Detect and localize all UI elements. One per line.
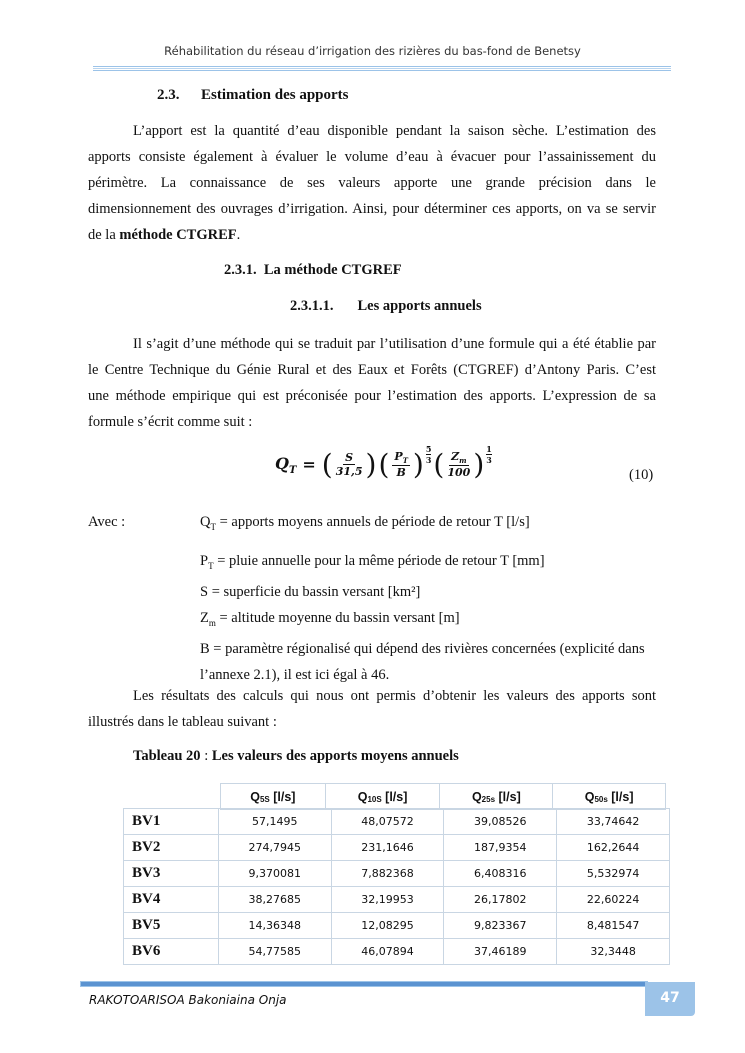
table-cell: 7,882368	[331, 861, 444, 887]
text-line: Les résultats des calculs qui nous ont permis d’obtenir les valeurs des apports sont	[133, 688, 656, 704]
table-cell: 274,7945	[218, 835, 331, 861]
fraction: $\frac{Z_m}{100}$	[447, 450, 471, 480]
formula: $Q_T$ = ( $\frac{S}{31,5}$ ) ( $\frac{P_T}{B}$ ) 5 3 ( $\frac{Z_m}{100}$ ) 1 3	[275, 444, 492, 481]
subsubsection-title: Les apports annuels	[357, 298, 482, 314]
row-label: BV1	[124, 809, 219, 835]
text-line: illustrés dans le tableau suivant :	[88, 714, 277, 730]
section-number: 2.3.	[157, 87, 180, 103]
section-title: Estimation des apports	[201, 87, 349, 103]
table-cell: 5,532974	[557, 861, 670, 887]
table-cell: 9,823367	[444, 913, 557, 939]
table-cell: 8,481547	[557, 913, 670, 939]
table-cell: 46,07894	[331, 939, 444, 965]
column-header: $Q_{5S}$ [l/s]	[221, 784, 326, 810]
table-cell: 54,77585	[218, 939, 331, 965]
table-cell: 38,27685	[218, 887, 331, 913]
table-row	[124, 809, 670, 835]
paragraph-3	[88, 683, 656, 735]
table-cell: 33,74642	[557, 809, 670, 835]
header-rule	[93, 68, 671, 69]
column-header: $Q_{10S}$ [l/s]	[325, 784, 440, 810]
table-cell: 14,36348	[218, 913, 331, 939]
paragraph-2	[88, 331, 656, 435]
table-cell: 22,60224	[557, 887, 670, 913]
fraction: $\frac{S}{31,5}$	[335, 451, 363, 479]
exponent: 1 3	[486, 444, 492, 465]
table-cell: 6,408316	[444, 861, 557, 887]
table-caption: Tableau 20 : Les valeurs des apports moyens annuels	[133, 748, 459, 764]
text-line: périmètre. La connaissance de ses valeurs apporte une grande précision dans le	[88, 175, 656, 191]
definition-item: S = superficie du bassin versant [km²]	[200, 583, 421, 600]
row-label: BV6	[124, 939, 219, 965]
text: .	[236, 227, 241, 243]
text-line	[88, 222, 656, 248]
table-row	[124, 913, 670, 939]
header-rule	[93, 66, 671, 67]
text-line: le Centre Technique du Génie Rural et des Eaux et Forêts (CTGREF) d’Antony Paris. C’est	[88, 362, 656, 378]
text-line: formule s’écrit comme suit :	[88, 414, 253, 430]
table-cell: 231,1646	[331, 835, 444, 861]
text-line: apports consiste également à évaluer le volume d’eau à évacuer pour l’assainissement du	[88, 149, 656, 165]
definitions-label: Avec :	[88, 514, 126, 530]
table-cell: 26,17802	[444, 887, 557, 913]
definition-item: $P_T$ = pluie annuelle pour la même période de retour T [mm]	[200, 552, 545, 571]
table-cell: 32,3448	[557, 939, 670, 965]
subsubsection-number: 2.3.1.1.	[290, 298, 334, 314]
definition-continuation: l’annexe 2.1), il est ici égal à 46.	[200, 666, 390, 683]
definition-item: $Z_m$ = altitude moyenne du bassin versant [m]	[200, 609, 460, 628]
subsubsection-heading	[290, 298, 482, 315]
table-cell: 37,46189	[444, 939, 557, 965]
row-label: BV3	[124, 861, 219, 887]
row-label: BV2	[124, 835, 219, 861]
text-line: L’apport est la quantité d’eau disponible pendant la saison sèche. L’estimation des	[133, 123, 656, 139]
table-cell: 48,07572	[331, 809, 444, 835]
table-cell: 162,2644	[557, 835, 670, 861]
table-cell: 39,08526	[444, 809, 557, 835]
definition-item: $Q_T$ = apports moyens annuels de période de retour T [l/s]	[200, 514, 530, 532]
table-cell: 57,1495	[218, 809, 331, 835]
subsection-title: La méthode CTGREF	[263, 262, 402, 278]
footer-rule	[80, 981, 648, 987]
row-label: BV4	[124, 887, 219, 913]
header-rule	[93, 70, 671, 71]
footer-author: RAKOTOARISOA Bakoniaina Onja	[89, 993, 287, 1007]
text-line: une méthode empirique qui est préconisée pour l’estimation des apports. L’expression de sa	[88, 388, 656, 404]
text: de la	[88, 227, 120, 243]
page-number: 47	[645, 982, 695, 1016]
data-table	[123, 808, 670, 965]
table-header	[220, 783, 666, 810]
table-cell: 12,08295	[331, 913, 444, 939]
paragraph-1	[88, 118, 656, 248]
definition-item: B = paramètre régionalisé qui dépend des rivières concernées (explicité dans	[200, 640, 645, 657]
exponent: 5 3	[425, 444, 432, 465]
definitions-list	[200, 509, 660, 688]
running-header: Réhabilitation du réseau d’irrigation des rizières du bas-fond de Benetsy	[164, 44, 581, 58]
subsection-heading	[224, 262, 402, 279]
column-header: $Q_{25s}$ [l/s]	[440, 784, 553, 810]
fraction: $\frac{P_T}{B}$	[394, 450, 408, 480]
text-line: Il s’agit d’une méthode qui se traduit par l’utilisation d’une formule qui a été établie par	[133, 336, 656, 352]
formula-lhs: $Q_T$	[275, 453, 297, 476]
row-label: BV5	[124, 913, 219, 939]
table-row	[124, 835, 670, 861]
table-cell: 9,370081	[218, 861, 331, 887]
equals: =	[302, 455, 316, 475]
table-row	[124, 887, 670, 913]
text-line: dimensionnement des ouvrages d’irrigation. Ainsi, pour déterminer ces apports, on va se servir	[88, 201, 656, 217]
table-row	[124, 861, 670, 887]
equation-number: (10)	[629, 467, 654, 483]
table-cell: 32,19953	[331, 887, 444, 913]
column-header: $Q_{50s}$ [l/s]	[553, 784, 666, 810]
table-row	[124, 939, 670, 965]
subsection-number: 2.3.1.	[224, 262, 257, 278]
method-name: méthode CTGREF	[119, 227, 237, 243]
table-cell: 187,9354	[444, 835, 557, 861]
